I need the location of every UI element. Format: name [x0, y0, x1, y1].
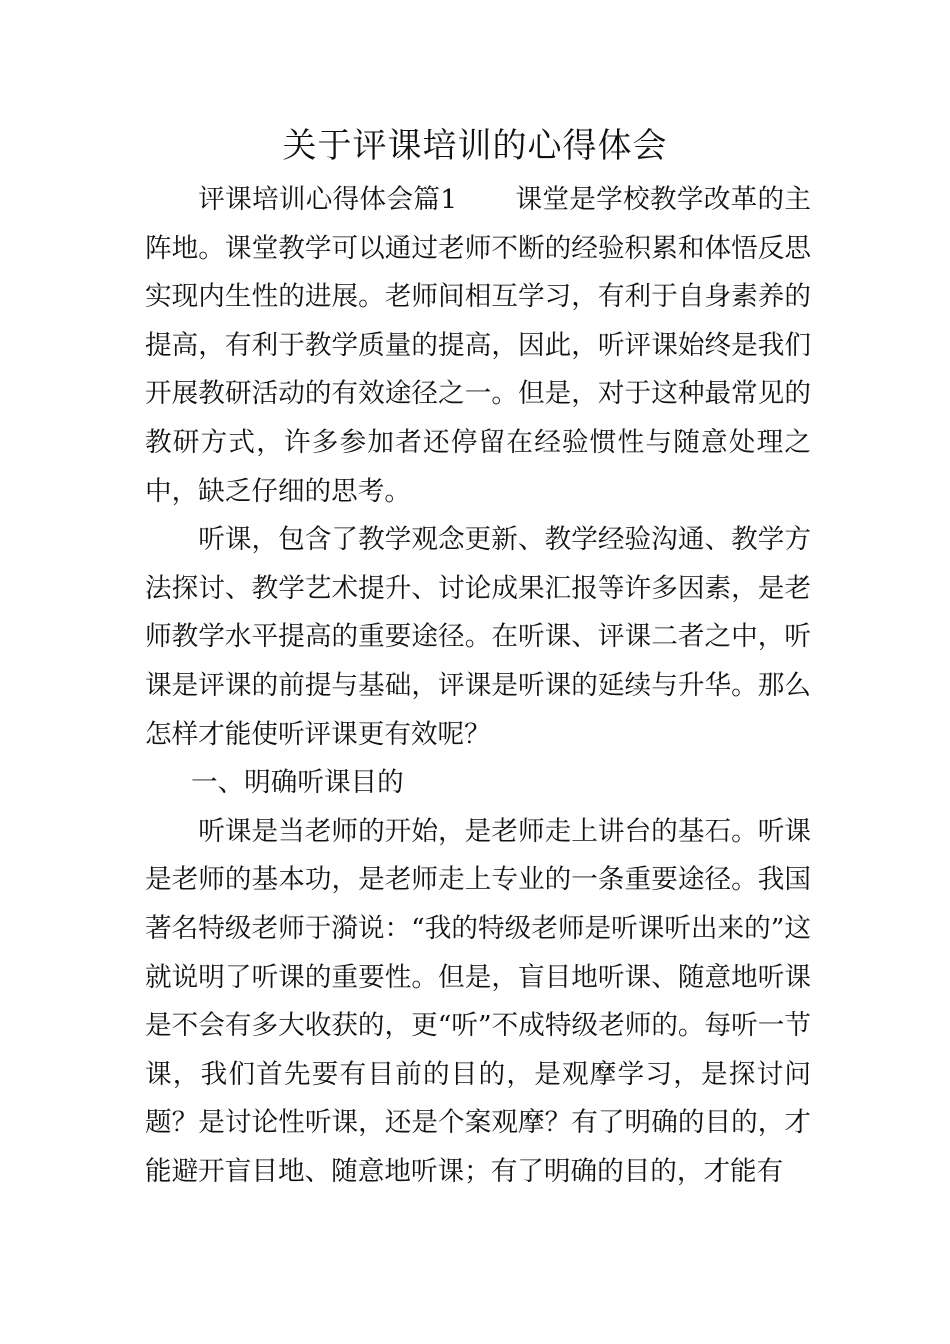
paragraph-1-text: 课堂是学校教学改革的主阵地。课堂教学可以通过老师不断的经验积累和体悟反思实现内生性的进展。老师间相互学习，有利于自身素养的提高，有利于教学质量的提高，因此，听评课始终是我们开展教研活动的有效途径之一。但是，对于这种最常见的教研方式，许多参加者还停留在经验惯性与随意处理之中，缺乏仔细的思考。 — [145, 184, 812, 507]
section-lead: 评课培训心得体会篇1 — [198, 184, 458, 215]
document-title: 关于评课培训的心得体会 — [282, 126, 668, 166]
paragraph-2: 听课，包含了教学观念更新、教学经验沟通、教学方法探讨、教学艺术提升、讨论成果汇报等许多因素，是老师教学水平提高的重要途径。在听课、评课二者之中，听课是评课的前提与基础，评课是听课的延续与升华。那么怎样才能使听评课更有效呢？ — [145, 524, 811, 750]
document-body — [145, 176, 811, 1196]
section-heading-1: 一、明确听课目的 — [191, 767, 404, 799]
paragraph-1 — [145, 176, 811, 516]
paragraph-3: 听课是当老师的开始，是老师走上讲台的基石。听课是老师的基本功，是老师走上专业的一条重要途径。我国著名特级老师于漪说：“我的特级老师是听课听出来的”这就说明了听课的重要性。但是，盲目地听课、随意地听课是不会有多大收获的，更“听”不成特级老师的。每听一节课，我们首先要有目前的目的，是观摩学习，是探讨问题？是讨论性听课，还是个案观摩？有了明确的目的，才能避开盲目地、随意地听课；有了明确的目的，才能有 — [145, 815, 811, 1187]
